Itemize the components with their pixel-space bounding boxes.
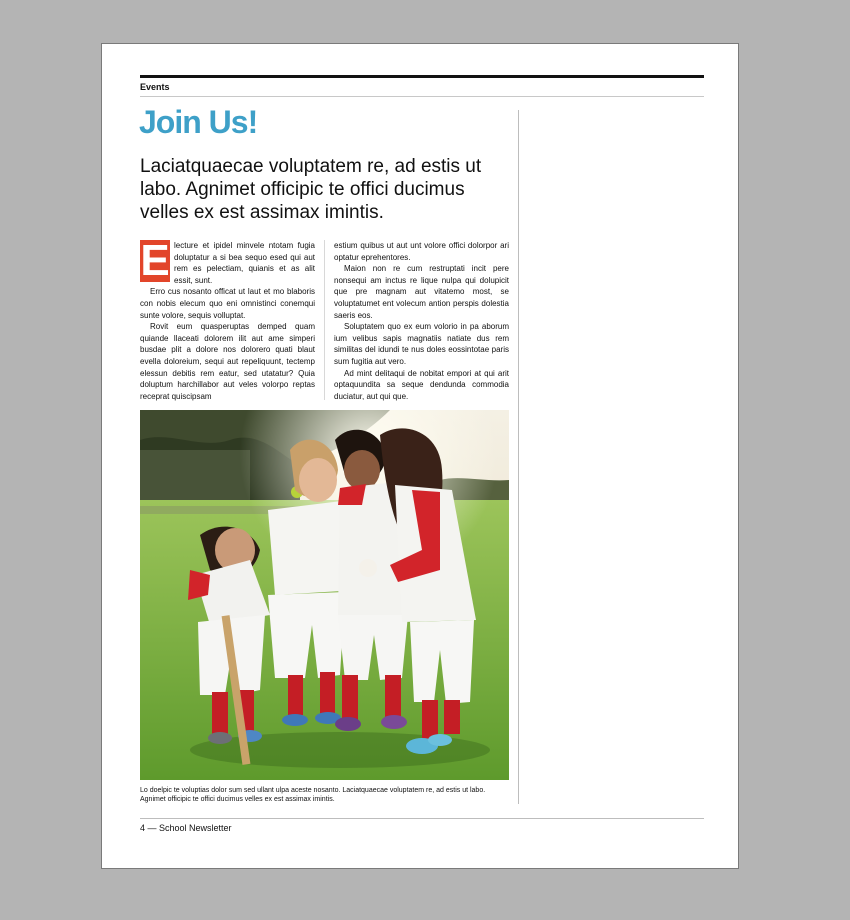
team-photo — [140, 410, 509, 780]
footer-rule — [140, 818, 704, 819]
paragraph: Rovit eum quasperuptas demped quam quiande llaceati dolorem ilit aut ame simperi busdae plit a dolore nos dolorero quati blaut evella doloreium, sequi aut repeliquunt, tectemp elessun debitis rem eatur, sed utatatur? Quia doluptum harchillabor aut veles volorpo reptas receprat quiscipsam — [140, 322, 315, 401]
drop-cap: E — [140, 236, 170, 285]
text-column-divider — [324, 240, 325, 400]
article-deck: Laciatquaecae voluptatem re, ad estis ut labo. Agnimet officipic te offici ducimus velles ex est assimax imintis. — [140, 156, 482, 223]
paragraph: Maion non re cum restruptati incit pere nonsequi am inctus re lique nulpa qui dolupicit que pre magnam aut vitatemo most, se voluptatumet ent volecum antion perspis dolestia saeris eos. — [334, 264, 509, 320]
photo-caption: Lo doelpic te voluptias dolor sum sed ullant ulpa aceste nosanto. Laciatquaecae voluptatem re, ad estis ut labo. Agnimet officipic te offici ducimus velles ex est assimax imintis. — [140, 787, 486, 803]
paragraph: Soluptatem quo ex eum volorio in pa aborum ium velibus sapis magnatiis natiate dus rem similitas del idundi te nus doles eossintotae paris sum fugitia aut vero. — [334, 322, 509, 366]
column-divider — [518, 110, 519, 804]
section-divider — [140, 96, 704, 97]
body-column-2 — [334, 240, 509, 402]
newsletter-page — [101, 43, 739, 869]
top-rule — [140, 75, 704, 78]
article-title: Join Us! — [139, 104, 258, 140]
body-column-1 — [140, 236, 315, 402]
paragraph: lecture et ipidel minvele ntotam fugia doluptatur a si bea sequo esed qui aut rem es pelectiam, quianis et as alit essit, sunt. — [174, 241, 315, 285]
paragraph: Ad mint delitaqui de nobitat empori at qui arit optaquundita sa seque dendunda commodia duciatur, aut qui que. — [334, 368, 509, 401]
paragraph: estium quibus ut aut unt volore offici dolorpor ari optatur eprehentores. — [334, 241, 509, 262]
paragraph: Erro cus nosanto officat ut laut et mo blaboris con nobis elecum quo eni omnistinci conemqui sunte volore, sequis volluptat. — [140, 287, 315, 320]
page-footer: 4 — School Newsletter — [140, 823, 232, 833]
section-label: Events — [140, 82, 170, 92]
